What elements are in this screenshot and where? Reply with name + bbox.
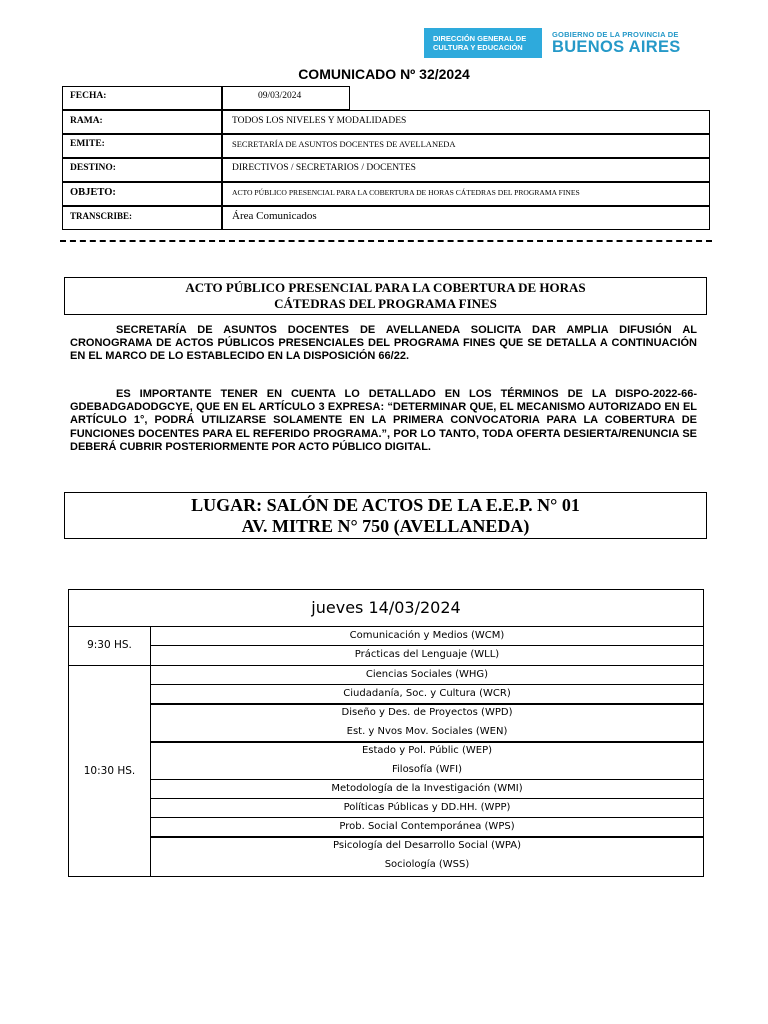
logo [424,28,681,58]
time-slot-1030: 10:30 HS. [69,666,151,876]
schedule-row-divider [151,837,703,838]
heading-line2: CÁTEDRAS DEL PROGRAMA FINES [274,296,497,311]
header-value-transcribe: Área Comunicados [222,206,710,230]
heading-line1: ACTO PÚBLICO PRESENCIAL PARA LA COBERTURA DE HORAS [185,280,586,295]
place-box [64,492,707,539]
heading-box [64,277,707,315]
header-label-fecha: FECHA: [62,86,222,110]
header-value-destino: DIRECTIVOS / SECRETARIOS / DOCENTES [222,158,710,182]
subject-row: Comunicación y Medios (WCM) [151,627,703,646]
header-value-rama: TODOS LOS NIVELES Y MODALIDADES [222,110,710,134]
subject-row: Políticas Públicas y DD.HH. (WPP) [151,799,703,818]
header-value-fecha: 09/03/2024 [222,86,350,110]
document-title: COMUNICADO Nº 32/2024 [298,66,470,82]
subject-row: Estado y Pol. Públic (WEP) [361,745,493,756]
place-line2: AV. MITRE N° 750 (AVELLANEDA) [241,516,530,536]
schedule-table [68,589,704,877]
header-label-objeto: OBJETO: [62,182,222,206]
dashed-separator [60,240,712,242]
place-line1: LUGAR: SALÓN DE ACTOS DE LA E.E.P. N° 01 [191,495,580,515]
header-label-destino: DESTINO: [62,158,222,182]
header-label-emite: EMITE: [62,134,222,158]
subject-row: Diseño y Des. de Proyectos (WPD) [341,707,513,718]
logo-wordmark [552,30,681,56]
paragraph-1: SECRETARÍA DE ASUNTOS DOCENTES DE AVELLANEDA SOLICITA DAR AMPLIA DIFUSIÓN AL CRONOGRAMA DE ACTOS PÚBLICOS PRESENCIALES DEL PROGRAMA FINES QUE SE DETALLA A CONTINUACIÓN EN EL MARCO DE LO ESTABLECIDO EN LA DISPOSICIÓN 66/22. [70,324,697,363]
subject-row: Ciudadanía, Soc. y Cultura (WCR) [151,685,703,704]
subject-row: Est. y Nvos Mov. Sociales (WEN) [151,723,703,742]
schedule-day: jueves 14/03/2024 [311,598,461,617]
subject-row: Psicología del Desarrollo Social (WPA) [333,840,521,851]
logo-box-line1: DIRECCIÓN GENERAL DE [433,34,527,43]
paragraph-2: ES IMPORTANTE TENER EN CUENTA LO DETALLADO EN LOS TÉRMINOS DE LA DISPO-2022-66-GDEBADGADODGCYE, QUE EN EL ARTÍCULO 3 EXPRESA: “DETERMINAR QUE, EL MECANISMO AUTORIZADO EN EL ARTÍCULO 1°, PODRÁ UTILIZARSE SOLAMENTE EN LA PRIMERA CONVOCATORIA PARA LA COBERTURA DE FUNCIONES DOCENTES PARA EL REFERIDO PROGRAMA.”, POR LO TANTO, TODA OFERTA DESIERTA/RENUNCIA SE DEBERÁ CUBRIR POSTERIORMENTE POR ACTO PÚBLICO DIGITAL. [70,388,697,453]
subject-row: Sociología (WSS) [384,859,470,870]
header-label-rama: RAMA: [62,110,222,134]
subject-row: Prácticas del Lenguaje (WLL) [354,649,500,660]
header-label-transcribe: TRANSCRIBE: [62,206,222,230]
logo-box [424,28,542,58]
header-table [62,86,710,221]
logo-small-text: GOBIERNO DE LA PROVINCIA DE [552,30,679,39]
logo-big-text: BUENOS AIRES [552,38,681,56]
subject-row: Metodología de la Investigación (WMI) [151,780,703,799]
subject-row: Ciencias Sociales (WHG) [151,666,703,685]
header-value-objeto: ACTO PÚBLICO PRESENCIAL PARA LA COBERTURA DE HORAS CÁTEDRAS DEL PROGRAMA FINES [222,182,710,206]
schedule-row-divider [151,704,703,705]
header-value-emite: SECRETARÍA DE ASUNTOS DOCENTES DE AVELLANEDA [222,134,710,158]
subject-row: Filosofía (WFI) [151,761,703,780]
logo-box-line2: CULTURA Y EDUCACIÓN [433,43,523,52]
time-slot-0930: 9:30 HS. [69,627,151,666]
schedule-row-divider [151,742,703,743]
subject-row: Prob. Social Contemporánea (WPS) [151,818,703,837]
